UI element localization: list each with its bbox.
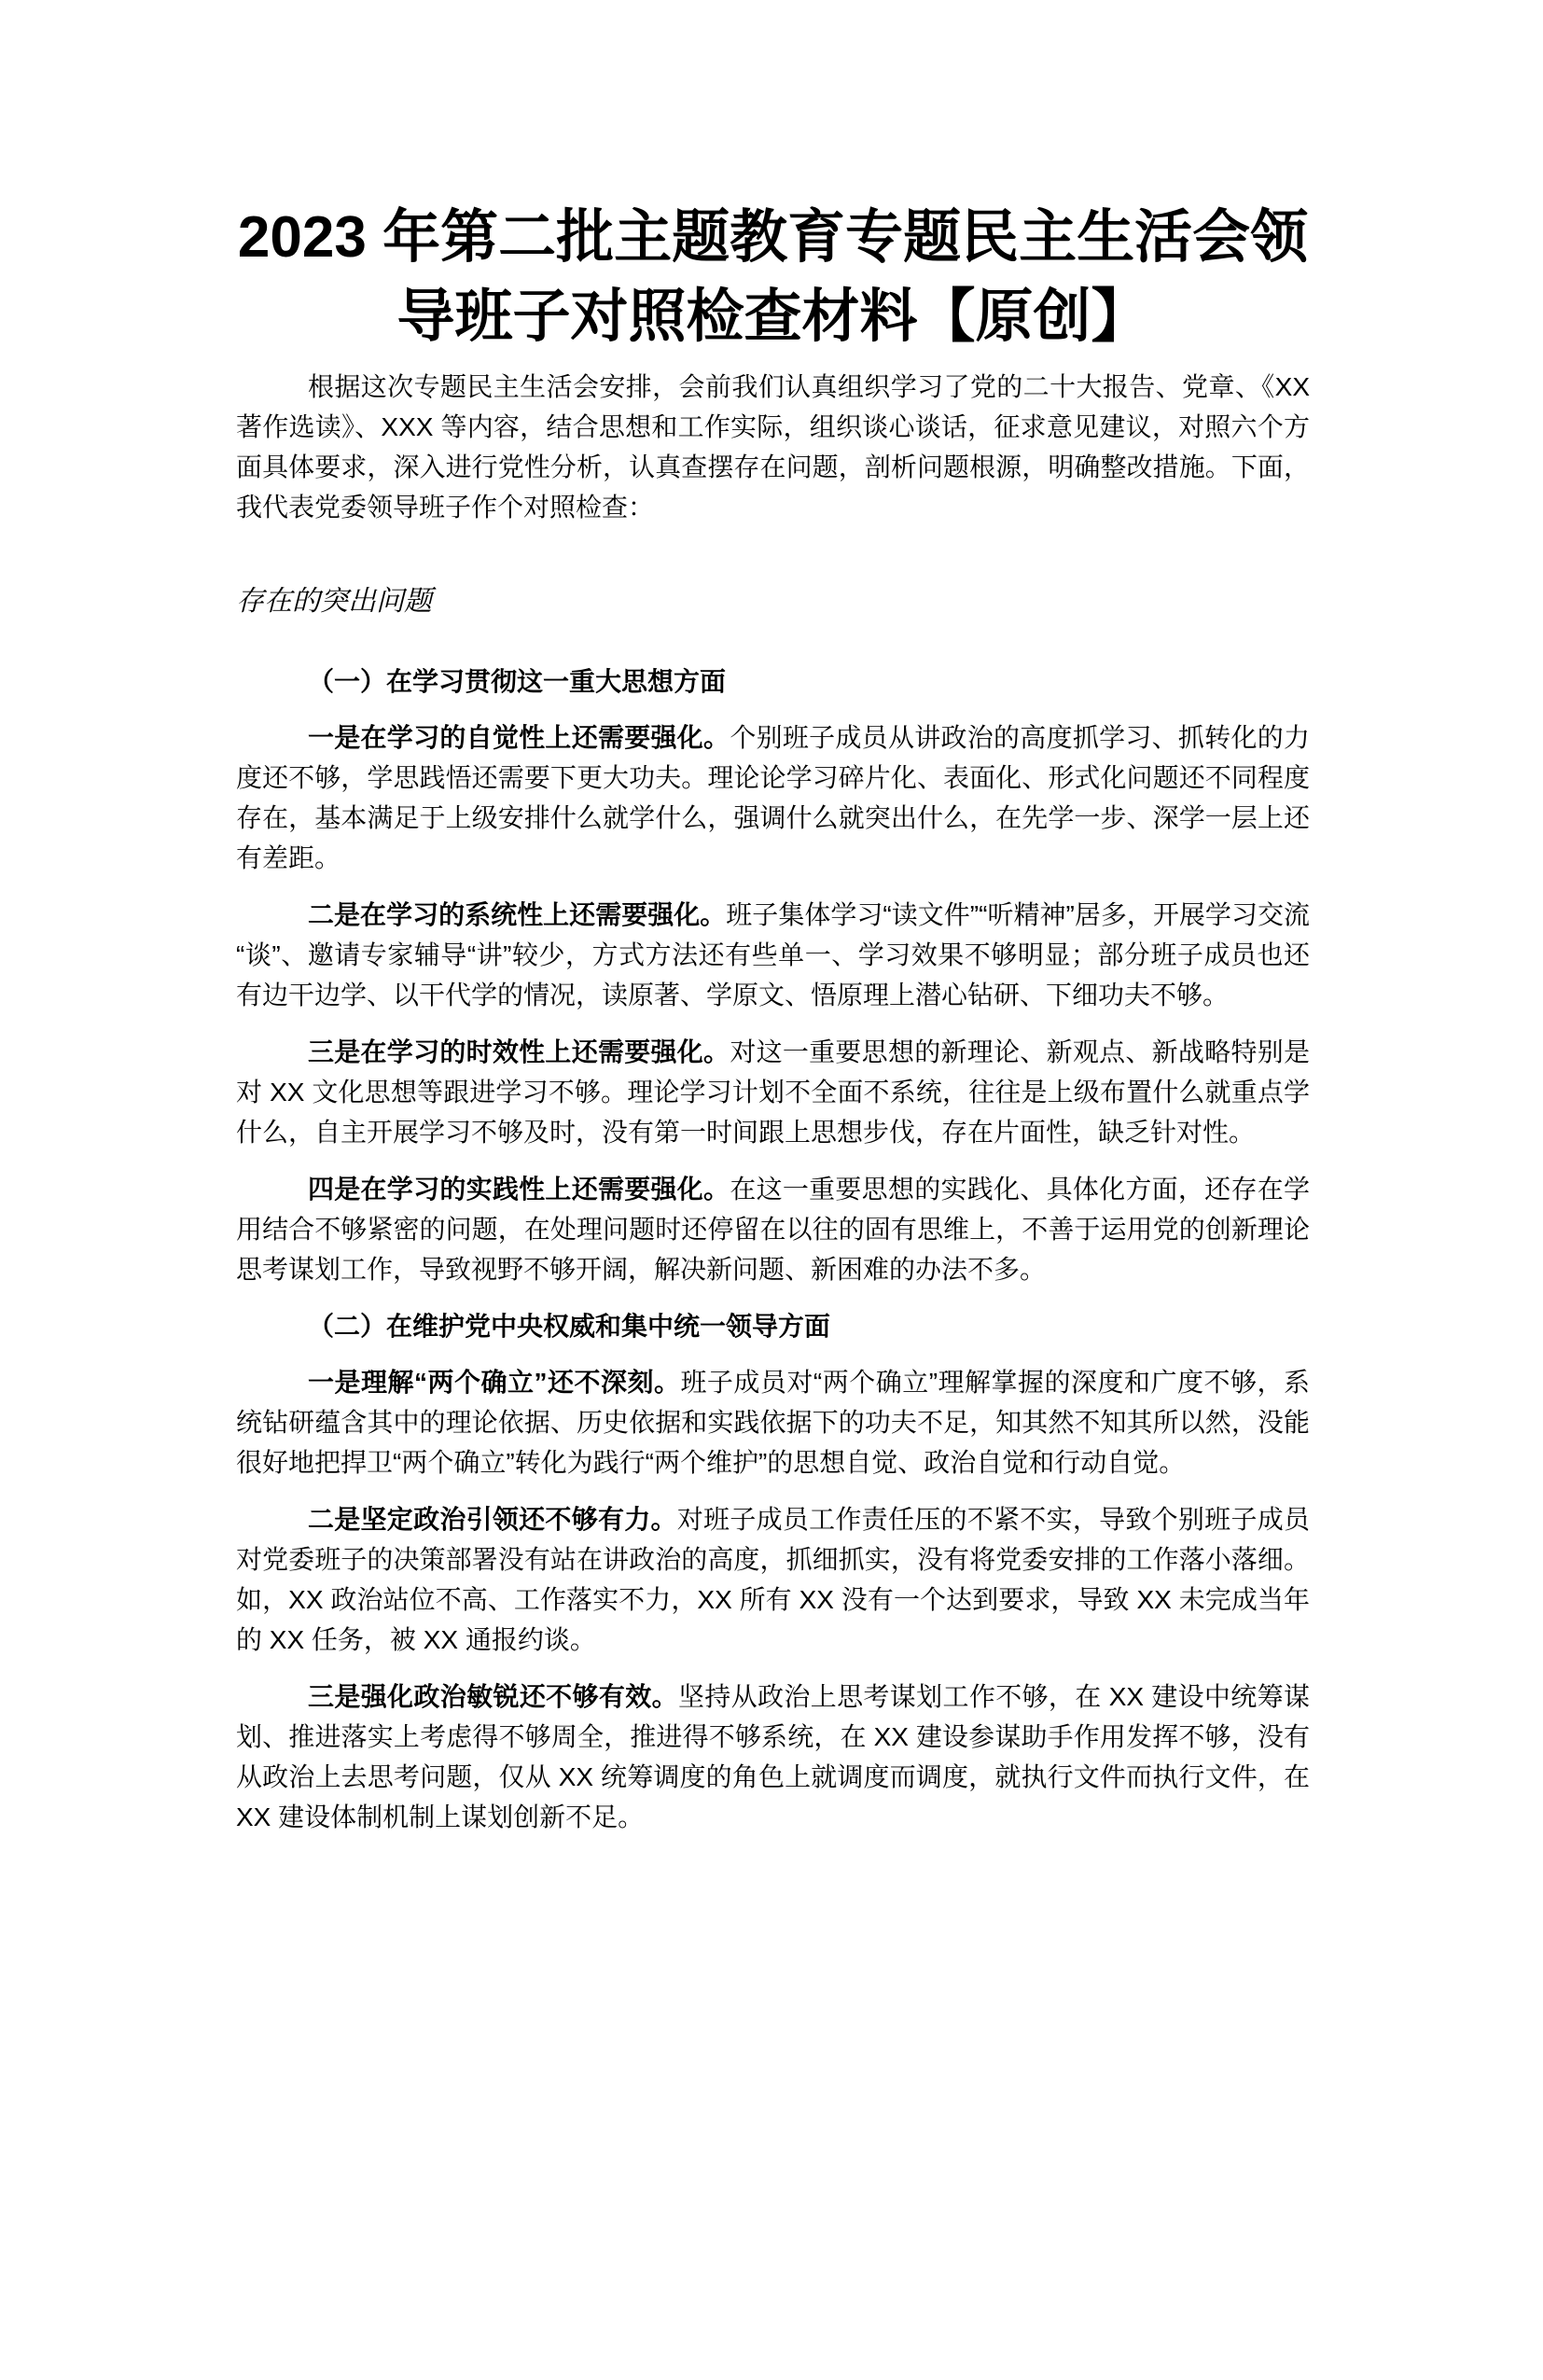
paragraph-1-1 <box>236 717 1310 878</box>
intro-paragraph: 根据这次专题民主生活会安排，会前我们认真组织学习了党的二十大报告、党章、《XX 著作选读》、XXX 等内容，结合思想和工作实际，组织谈心谈话，征求意见建议，对照六个方面具体要求，深入进行党性分析，认真查摆存在问题，剖析问题根源，明确整改措施。下面，我代表党委领导班子作个对照检查： <box>236 372 1310 522</box>
paragraph-lead: 二是坚定政治引领还不够有力。 <box>308 1505 677 1534</box>
paragraph-2-2 <box>236 1499 1310 1660</box>
paragraph-text: 对这一重要思想的新理论、新观点、新战略特别是对 XX 文化思想等跟进学习不够。理论学习计划不全面不系统，往往是上级布置什么就重点学什么，自主开展学习不够及时，没有第一时间跟上思想步伐，存在片面性，缺乏针对性。 <box>236 1037 1310 1147</box>
paragraph-text: 坚持从政治上思考谋划工作不够，在 XX 建设中统筹谋划、推进落实上考虑得不够周全，推进得不够系统，在 XX 建设参谋助手作用发挥不够，没有从政治上去思考问题，仅从 XX 统筹调度的角色上就调度而调度，就执行文件而执行文件，在 XX 建设体制机制上谋划创新不足。 <box>236 1682 1310 1831</box>
paragraph-text: 个别班子成员从讲政治的高度抓学习、抓转化的力度还不够，学思践悟还需要下更大功夫。理论论学习碎片化、表面化、形式化问题还不同程度存在，基本满足于上级安排什么就学什么，强调什么就突出什么，在先学一步、深学一层上还有差距。 <box>236 723 1310 872</box>
paragraph-1-4 <box>236 1169 1310 1289</box>
paragraph-lead: 二是在学习的系统性上还需要强化。 <box>308 900 727 929</box>
paragraph-1-2 <box>236 895 1310 1015</box>
paragraph-text: 对班子成员工作责任压的不紧不实，导致个别班子成员对党委班子的决策部署没有站在讲政治的高度，抓细抓实，没有将党委安排的工作落小落细。如，XX 政治站位不高、工作落实不力，XX 所有 XX 没有一个达到要求，导致 XX 未完成当年的 XX 任务，被 XX 通报约谈。 <box>236 1505 1310 1654</box>
paragraph-2-1 <box>236 1362 1310 1482</box>
subsection-2-heading: （二）在维护党中央权威和集中统一领导方面 <box>308 1312 831 1341</box>
subsection-1-heading: （一）在学习贯彻这一重大思想方面 <box>308 667 727 696</box>
paragraph-text: 班子集体学习“读文件”“听精神”居多，开展学习交流“谈”、邀请专家辅导“讲”较少，方式方法还有些单一、学习效果不够明显；部分班子成员也还有边干边学、以干代学的情况，读原著、学原文、悟原理上潜心钻研、下细功夫不够。 <box>236 900 1310 1009</box>
paragraph-text: 在这一重要思想的实践化、具体化方面，还存在学用结合不够紧密的问题，在处理问题时还停留在以往的固有思维上，不善于运用党的创新理论思考谋划工作，导致视野不够开阔，解决新问题、新困难的办法不多。 <box>236 1175 1310 1284</box>
paragraph-lead: 三是强化政治敏锐还不够有效。 <box>308 1682 678 1711</box>
paragraph-lead: 一是理解“两个确立”还不深刻。 <box>308 1368 681 1397</box>
document-title <box>236 198 1310 356</box>
section-heading-problems: 存在的突出问题 <box>236 586 432 617</box>
paragraph-lead: 一是在学习的自觉性上还需要强化。 <box>308 723 730 752</box>
document-title-line-2: 导班子对照检查材料【原创】 <box>396 285 1149 349</box>
document-title-line-1: 2023 年第二批主题教育专题民主生活会领 <box>237 205 1309 270</box>
paragraph-2-3 <box>236 1677 1310 1837</box>
paragraph-1-3 <box>236 1032 1310 1152</box>
document-page <box>0 198 1543 2380</box>
paragraph-lead: 四是在学习的实践性上还需要强化。 <box>308 1175 730 1204</box>
paragraph-text: 班子成员对“两个确立”理解掌握的深度和广度不够，系统钻研蕴含其中的理论依据、历史依据和实践依据下的功夫不足，知其然不知其所以然，没能很好地把捍卫“两个确立”转化为践行“两个维护”的思想自觉、政治自觉和行动自觉。 <box>236 1368 1310 1477</box>
paragraph-lead: 三是在学习的时效性上还需要强化。 <box>308 1037 730 1066</box>
